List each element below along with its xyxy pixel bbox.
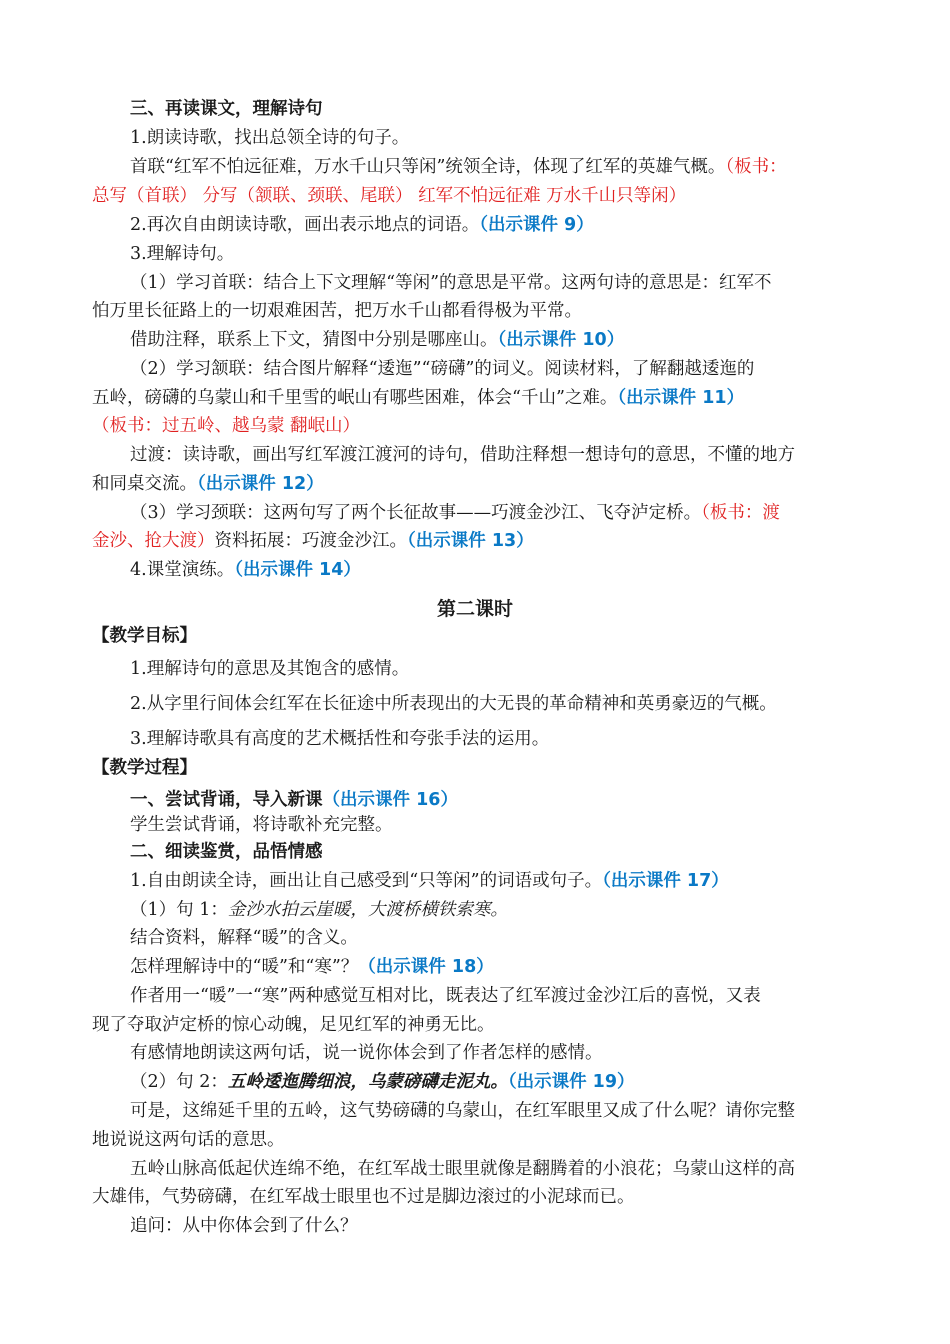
paragraph (130, 558, 361, 582)
slide-tag: （出示课件 18） (358, 957, 494, 977)
paragraph (92, 386, 744, 410)
paragraph: 现了夺取泸定桥的惊心动魄，足见红军的神勇无比。 (92, 1015, 495, 1035)
paragraph: 过渡：读诗歌，画出写红军渡江渡河的诗句，借助注释想一想诗句的意思，不懂的地方 (130, 445, 795, 465)
text: （1）句 1： (130, 900, 228, 920)
poem-line: 金沙水拍云崖暖，大渡桥横铁索寒。 (227, 900, 508, 920)
paragraph: （2）学习颔联：结合图片解释“逶迤”“磅礴”的词义。阅读材料，了解翻越逶迤的 (130, 359, 755, 379)
goal-item: 1.理解诗句的意思及其饱含的感情。 (130, 659, 410, 679)
section-heading-3: 三、再读课文，理解诗句 (130, 99, 323, 119)
paragraph: 结合资料，解释“暖”的含义。 (130, 928, 358, 948)
slide-tag: （出示课件 14） (234, 560, 361, 580)
text: 怎样理解诗中的“暖”和“寒”？ (130, 957, 359, 977)
lesson-title: 第二课时 (436, 598, 513, 620)
paragraph (130, 955, 494, 979)
slide-tag: （出示课件 19） (507, 1072, 635, 1092)
paragraph: 有感情地朗读这两句话，说一说你体会到了作者怎样的感情。 (130, 1043, 603, 1063)
section-heading (130, 788, 458, 812)
paragraph: 大雄伟，气势磅礴，在红军战士眼里也不过是脚边滚过的小泥球而已。 (92, 1187, 635, 1207)
paragraph (130, 155, 787, 179)
paragraph: 学生尝试背诵，将诗歌补充完整。 (130, 815, 393, 835)
board-note: 总写（首联） 分写（颔联、颈联、尾联） 红军不怕远征难 万水千山只等闲） (92, 186, 687, 206)
paragraph: 追问：从中你体会到了什么？ (130, 1216, 358, 1236)
goals-label: 【教学目标】 (92, 626, 197, 646)
section-heading: 二、细读鉴赏，品悟情感 (130, 842, 323, 862)
slide-tag: （出示课件 10） (497, 330, 625, 350)
paragraph: 可是，这绵延千里的五岭，这气势磅礴的乌蒙山，在红军眼里又成了什么呢？请你完整 (130, 1101, 795, 1121)
paragraph (130, 328, 624, 352)
text: 首联“红军不怕远征难，万水千山只等闲”统领全诗，体现了红军的英雄气概。 (130, 157, 726, 177)
paragraph (92, 472, 324, 496)
paragraph: 3.理解诗句。 (130, 244, 235, 264)
paragraph (130, 213, 594, 237)
text: 2.再次自由朗读诗歌，画出表示地点的词语。 (130, 215, 480, 235)
paragraph: 五岭山脉高低起伏连绵不绝，在红军战士眼里就像是翻腾着的小浪花；乌蒙山这样的高 (130, 1159, 795, 1179)
paragraph: 地说说这两句话的意思。 (92, 1130, 285, 1150)
text: （3）学习颈联：这两句写了两个长征故事——巧渡金沙江、飞夺泸定桥。 (130, 503, 702, 523)
text: 4.课堂演练。 (130, 560, 235, 580)
slide-tag: （出示课件 9） (479, 215, 594, 235)
slide-tag: （出示课件 11） (617, 388, 745, 408)
paragraph: 1.朗读诗歌，找出总领全诗的句子。 (130, 128, 410, 148)
text: （2）句 2： (130, 1072, 228, 1092)
slide-tag: （出示课件 12） (197, 474, 324, 494)
goal-item: 2.从字里行间体会红军在长征途中所表现出的大无畏的革命精神和英勇豪迈的气概。 (130, 694, 777, 714)
paragraph (130, 869, 729, 893)
text: 资料拓展：巧渡金沙江。 (214, 531, 407, 551)
slide-tag: （出示课件 17） (602, 871, 729, 891)
poem-line: 五岭逶迤腾细浪，乌蒙磅礴走泥丸。 (227, 1072, 508, 1092)
paragraph (130, 1070, 635, 1094)
slide-tag: （出示课件 16） (322, 790, 458, 810)
paragraph (92, 529, 534, 553)
goal-item: 3.理解诗歌具有高度的艺术概括性和夸张手法的运用。 (130, 729, 550, 749)
paragraph: （1）学习首联：结合上下文理解“等闲”的意思是平常。这两句诗的意思是：红军不 (130, 273, 772, 293)
board-note: 金沙、抢大渡） (92, 531, 215, 551)
text: 1.自由朗读全诗，画出让自己感受到“只等闲”的词语或句子。 (130, 871, 603, 891)
paragraph: 怕万里长征路上的一切艰难困苦，把万水千山都看得极为平常。 (92, 301, 582, 321)
text: 和同桌交流。 (92, 474, 197, 494)
paragraph (130, 501, 780, 525)
board-note: （板书： (725, 157, 787, 177)
text: 五岭，磅礴的乌蒙山和千里雪的岷山有哪些困难，体会“千山”之难。 (92, 388, 618, 408)
process-label: 【教学过程】 (92, 758, 197, 778)
text: 借助注释，联系上下文，猜图中分别是哪座山。 (130, 330, 498, 350)
paragraph: 作者用一“暖”一“寒”两种感觉互相对比，既表达了红军渡过金沙江后的喜悦，又表 (130, 986, 761, 1006)
board-note: （板书：过五岭、越乌蒙 翻岷山） (92, 416, 361, 436)
heading-text: 一、尝试背诵，导入新课 (130, 790, 323, 810)
paragraph (130, 898, 508, 922)
slide-tag: （出示课件 13） (407, 531, 534, 551)
board-note: （板书：渡 (701, 503, 780, 523)
